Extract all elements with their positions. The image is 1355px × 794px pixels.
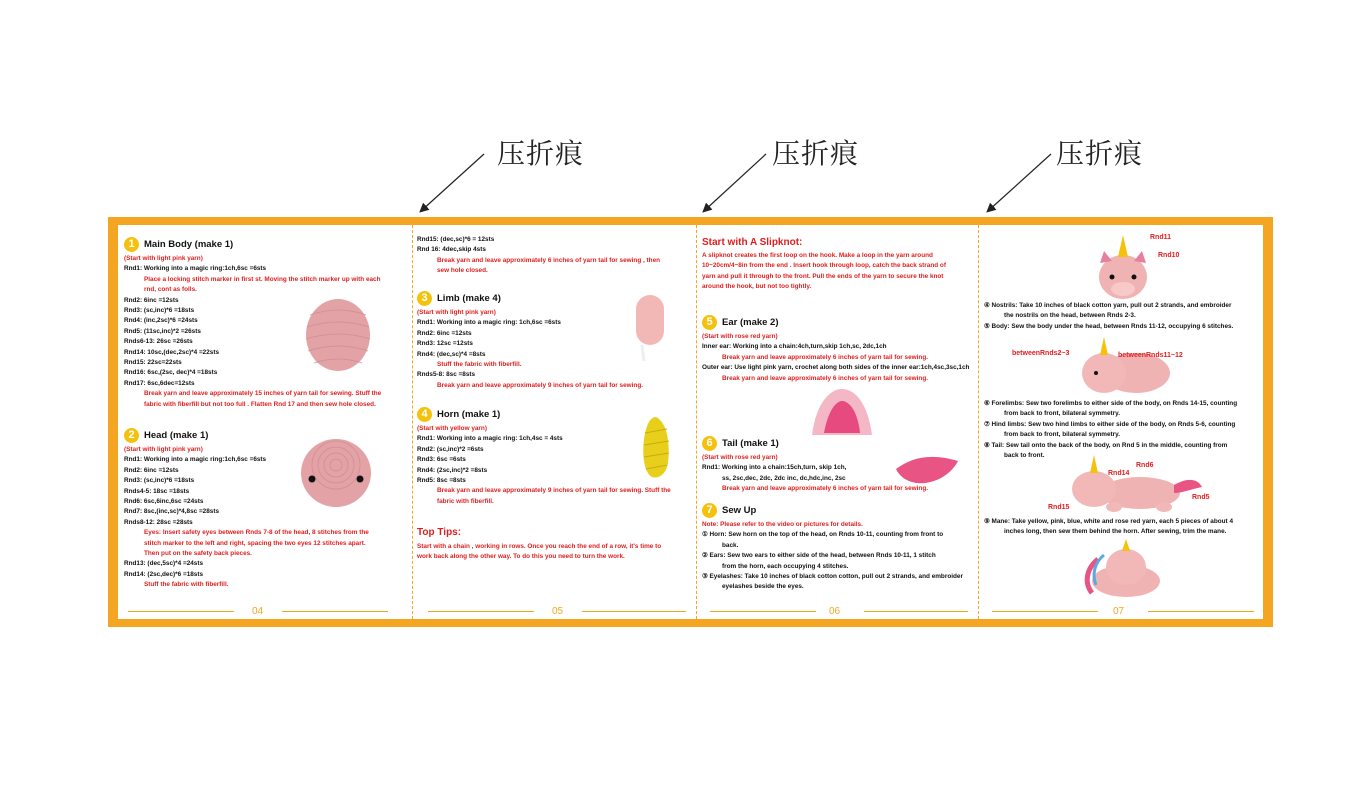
text-line: Eyes: Insert safety eyes between Rnds 7-8 of the head, 8 stitches from the xyxy=(144,529,369,537)
text-line: Rnds8-12: 28sc =28sts xyxy=(124,518,193,526)
label-rnd6: Rnd6 xyxy=(1136,462,1154,469)
section-title: Horn (make 1) xyxy=(437,409,501,420)
text-line: Rnd7: 8sc,(inc,sc)*4,8sc =28sts xyxy=(124,508,220,516)
text-line: sew hole closed. xyxy=(437,267,488,275)
section-title: Sew Up xyxy=(722,505,757,516)
text-line: Rnd1: Working into a magic ring:1ch,6sc =6sts xyxy=(124,265,267,273)
section-ear xyxy=(702,315,969,384)
crease-label-2: 压折痕 xyxy=(772,137,860,170)
text-line: ⑦ Hind limbs: Sew two hind limbs to either side of the body, on Rnds 5-6, counting xyxy=(984,420,1236,428)
text-line: Rnd3: 12sc =12sts xyxy=(417,340,473,348)
text-line: ss, 2sc,dec, 2dc, 2dc inc, dc,hdc,inc, 2sc xyxy=(722,474,846,482)
page-05 xyxy=(412,225,696,619)
text-line: back. xyxy=(722,541,739,549)
ear-photo xyxy=(806,383,876,439)
footer-line xyxy=(992,611,1098,612)
page-04 xyxy=(118,225,412,619)
text-line: Rnd4: (dec,sc)*4 =8sts xyxy=(417,350,486,358)
text-line: Rnd14: 10sc,(dec,2sc)*4 =22sts xyxy=(124,348,220,356)
step-number: 1 xyxy=(124,237,139,252)
text-line: Rnd17: 6sc,6dec=12sts xyxy=(124,379,195,387)
text-line: Rnd3: (sc,inc)*6 =18sts xyxy=(124,307,195,315)
text-line: ④ Nostrils: Take 10 inches of black cotton yarn, pull out 2 strands, and embroider xyxy=(984,302,1232,309)
main-body-photo xyxy=(302,295,374,375)
crease-arrow-3 xyxy=(988,154,1051,211)
text-line: Rnds6-13: 26sc =26sts xyxy=(124,338,193,346)
section-limb xyxy=(417,291,643,391)
text-line: fabric with fiberfill. xyxy=(437,497,494,505)
crease-label-3: 压折痕 xyxy=(1056,137,1144,170)
section-title: Ear (make 2) xyxy=(722,317,779,328)
text-line: Rnd1: Working into a magic ring: 1ch,4sc = 4sts xyxy=(417,435,563,443)
label-between-rnds-11-12: betweenRnds11~12 xyxy=(1118,352,1183,359)
label-between-rnds-2-3: betweenRnds2~3 xyxy=(1012,350,1070,357)
text-line: Rnd15: (dec,sc)*6 = 12sts xyxy=(417,236,495,243)
notes-nostrils-body xyxy=(984,301,1233,332)
text-line: Rnd2: (sc,inc)*2 =6sts xyxy=(417,445,484,453)
section-top-tips xyxy=(417,527,661,563)
text-line: eyelashes beside the eyes. xyxy=(722,583,804,591)
text-line: the nostrils on the head, between Rnds 2-3. xyxy=(1004,312,1136,320)
head-body-photo xyxy=(1074,333,1174,397)
text-line: (Start with yellow yarn) xyxy=(417,425,487,432)
section-title: Limb (make 4) xyxy=(437,293,501,304)
text-line: (Start with rose red yarn) xyxy=(702,454,778,461)
text-line: ⑨ Mane: Take yellow, pink, blue, white and rose red yarn, each 5 pieces of about 4 xyxy=(984,518,1233,525)
page-number-07: 07 xyxy=(1113,606,1125,617)
text-line: Rnd3: (sc,inc)*6 =18sts xyxy=(124,477,195,485)
text-line: Rnd6: 6sc,6inc,6sc =24sts xyxy=(124,498,204,506)
head-photo xyxy=(296,431,376,511)
text-line: Rnd1: Working into a magic ring: 1ch,6sc =6sts xyxy=(417,319,561,327)
text-line: (Start with light pink yarn) xyxy=(124,255,203,262)
text-line: Rnd2: 6inc =12sts xyxy=(124,466,179,474)
text-line: Then put on the safety back pieces. xyxy=(144,550,252,558)
text-line: Rnd3: 6sc =6sts xyxy=(417,456,466,464)
text-line: Break yarn and leave approximately 9 inches of yarn tail for sewing. Stuff the xyxy=(437,487,671,495)
label-rnd11: Rnd11 xyxy=(1150,234,1172,241)
text-line: Rnd15: 22sc=22sts xyxy=(124,359,182,367)
tail-photo xyxy=(892,447,964,491)
text-line: ⑧ Tail: Sew tail onto the back of the body, on Rnd 5 in the middle, counting from xyxy=(984,441,1228,449)
crease-arrow-2 xyxy=(704,154,766,211)
step-number: 7 xyxy=(702,503,717,518)
text-line: fabric with fiberfill but not too full . Flatten Rnd 17 and then sew hole closed. xyxy=(144,400,376,408)
page-number-06: 06 xyxy=(829,606,841,617)
section-body-end xyxy=(417,235,660,277)
text-line: Inner ear: Working into a chain:4ch,turn,skip 1ch,sc, 2dc,1ch xyxy=(702,343,887,351)
step-number: 2 xyxy=(124,428,139,443)
text-line: (Start with light pink yarn) xyxy=(417,309,496,316)
text-line: stitch marker to the left and right, spacing the two eyes 12 stitches apart. xyxy=(144,539,366,547)
text-line: Rnd4: (inc,2sc)*6 =24sts xyxy=(124,317,198,325)
text-line: Outer ear: Use light pink yarn, crochet along both sides of the inner ear:1ch,4sc,3sc,1ch xyxy=(702,364,970,372)
label-rnd5: Rnd5 xyxy=(1192,494,1210,501)
text-line: yarn and pull it through to the front. Pull the ends of the yarn to secure the knot xyxy=(702,272,944,280)
top-tips-title: Top Tips: xyxy=(417,527,462,538)
brochure-paper xyxy=(118,225,1263,619)
full-body-photo xyxy=(1064,453,1204,517)
label-rnd15: Rnd15 xyxy=(1048,504,1070,511)
text-line: ⑤ Body: Sew the body under the head, between Rnds 11-12, occupying 6 stitches. xyxy=(984,322,1234,330)
text-line: Break yarn and leave approximately 9 inches of yarn tail for sewing. xyxy=(437,381,643,389)
horn-photo xyxy=(636,415,676,481)
step-number: 4 xyxy=(417,407,432,422)
section-sew-up xyxy=(702,503,963,593)
page-number-05: 05 xyxy=(552,606,564,617)
text-line: Rnd5: (11sc,inc)*2 =26sts xyxy=(124,327,201,335)
text-line: Rnds4-5: 18sc =18sts xyxy=(124,487,190,495)
step-number: 5 xyxy=(702,315,717,330)
text-line: Rnd5: 8sc =8sts xyxy=(417,477,466,485)
text-line: Rnd1: Working into a magic ring:1ch,6sc =6sts xyxy=(124,456,267,464)
step-number: 6 xyxy=(702,436,717,451)
text-line: Break yarn and leave approximately 6 inches of yarn tail for sewing. xyxy=(722,485,928,493)
footer-line xyxy=(864,611,968,612)
text-line: inches long, then sew them behind the horn. After sewing, trim the mane. xyxy=(1004,528,1227,536)
section-title: Tail (make 1) xyxy=(722,438,779,449)
text-line: Rnd2: 6inc =12sts xyxy=(417,329,472,337)
footer-line xyxy=(128,611,234,612)
text-line: ② Ears: Sew two ears to either side of the head, between Rnds 10-11, 1 stitch xyxy=(702,552,936,560)
text-line: around the hook, but not too tightly. xyxy=(702,283,812,291)
footer-line xyxy=(282,611,388,612)
text-line: Break yarn and leave approximately 6 inches of yarn tail for sewing. xyxy=(722,353,928,361)
text-line: Stuff the fabric with fiberfill. xyxy=(144,581,229,589)
label-rnd10: Rnd10 xyxy=(1158,252,1180,259)
text-line: Rnd2: 6inc =12sts xyxy=(124,296,179,304)
text-line: ① Horn: Sew horn on the top of the head, on Rnds 10-11, counting from front to xyxy=(702,531,944,539)
finished-unicorn-photo xyxy=(1074,539,1170,599)
page-number-04: 04 xyxy=(252,606,264,617)
footer-line xyxy=(428,611,534,612)
text-line: from back to front, bilateral symmetry. xyxy=(1004,431,1121,439)
slipknot-title: Start with A Slipknot: xyxy=(702,237,803,248)
label-rnd14: Rnd14 xyxy=(1108,470,1130,477)
crease-arrow-1 xyxy=(421,154,484,211)
text-line: rnd, cont as folls. xyxy=(144,286,197,294)
text-line: work back along the other way. To do this you need to turn the work. xyxy=(417,553,625,561)
text-line: (Start with rose red yarn) xyxy=(702,333,778,340)
crease-label-1: 压折痕 xyxy=(497,137,585,170)
text-line: back to front. xyxy=(1004,452,1045,460)
text-line: 10~20cm/4~8in from the end . Insert hook through loop, catch the back strand of xyxy=(702,262,946,270)
text-line: ⑥ Forelimbs: Sew two forelimbs to either side of the body, on Rnds 14-15, counting xyxy=(984,400,1238,407)
section-horn xyxy=(417,407,671,507)
text-line: Note: Please refer to the video or pictures for details. xyxy=(702,521,863,528)
footer-line xyxy=(1148,611,1254,612)
text-line: ③ Eyelashes: Take 10 inches of black cotton cotton, pull out 2 strands, and embroider xyxy=(702,573,963,581)
page-07 xyxy=(978,225,1263,619)
brochure-frame xyxy=(108,217,1273,627)
text-line: from the horn, each occupying 4 stitches. xyxy=(722,562,849,570)
text-line: (Start with light pink yarn) xyxy=(124,446,203,453)
footer-line xyxy=(710,611,816,612)
text-line: Start with a chain , working in rows. Once you reach the end of a row, it's time to xyxy=(417,543,662,550)
page-06 xyxy=(696,225,978,619)
text-line: Rnd14: (2sc,dec)*6 =18sts xyxy=(124,570,204,578)
text-line: Rnd13: (dec,5sc)*4 =24sts xyxy=(124,560,204,568)
text-line: Rnds5-8: 8sc =8sts xyxy=(417,371,476,379)
text-line: Break yarn and leave approximately 6 inches of yarn tail for sewing. xyxy=(722,374,928,382)
section-title: Head (make 1) xyxy=(144,430,209,441)
footer-line xyxy=(582,611,686,612)
text-line: Rnd4: (2sc,inc)*2 =8sts xyxy=(417,466,488,474)
section-slipknot xyxy=(702,237,946,293)
text-line: from back to front, bilateral symmetry. xyxy=(1004,410,1121,418)
text-line: Stuff the fabric with fiberfill. xyxy=(437,361,522,369)
text-line: Place a locking stitch marker in first st. Moving the stitch marker up with each xyxy=(144,275,381,283)
text-line: Break yarn and leave approximately 6 inches of yarn tail for sewing , then xyxy=(437,256,661,264)
step-number: 3 xyxy=(417,291,432,306)
text-line: Break yarn and leave approximately 15 inches of yarn tail for sewing. Stuff the xyxy=(144,390,382,398)
limb-photo xyxy=(628,291,674,363)
text-line: Rnd 16: 4dec,skip 4sts xyxy=(417,246,486,254)
text-line: A slipknot creates the first loop on the hook. Make a loop in the yarn around xyxy=(702,252,933,259)
notes-mane xyxy=(984,517,1233,538)
section-title: Main Body (make 1) xyxy=(144,239,234,250)
text-line: Rnd1: Working into a chain:15ch,turn, skip 1ch, xyxy=(702,464,847,472)
text-line: Rnd16: 6sc,(2sc, dec)*4 =18sts xyxy=(124,369,218,377)
